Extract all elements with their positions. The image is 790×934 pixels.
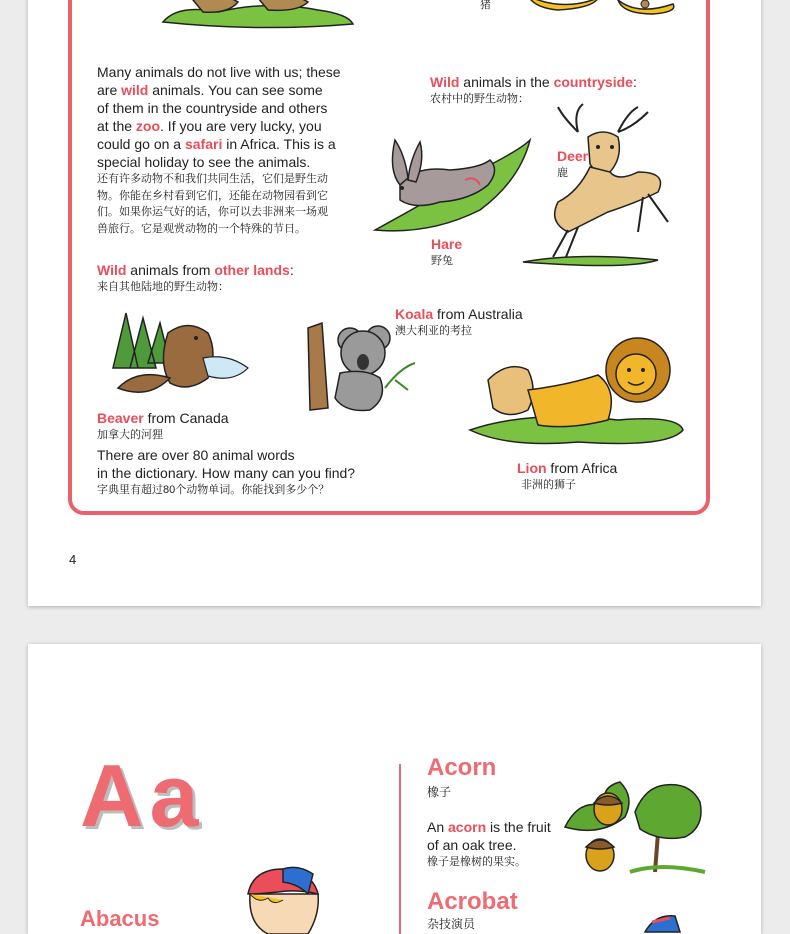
acorn-definition [427, 818, 577, 871]
keyword-safari: safari [184, 136, 223, 152]
beaver-word: Beaver [97, 410, 144, 426]
acrobat-zh [427, 916, 475, 933]
pig-label [480, 0, 491, 14]
acorn-zh [427, 784, 451, 801]
acorn-def-line-1 [427, 818, 577, 836]
intro-line-6: special holiday to see the animals. [97, 154, 311, 170]
intro-zh-2: 物。你能在乡村看到它们，还能在动物园看到它 [97, 189, 328, 202]
def-text: An [427, 819, 449, 835]
child-illustration [238, 864, 328, 934]
other-lands-heading [97, 261, 294, 296]
count-line-2: in the dictionary. How many can you find? [97, 465, 356, 481]
heading-colon: : [289, 262, 294, 278]
intro-line-3: of them in the countryside and others [97, 100, 328, 116]
keyword-zoo: zoo [135, 118, 161, 134]
word-acrobat: Acrobat [427, 888, 518, 915]
intro-line-5 [97, 135, 387, 153]
acorn-def-zh: 橡子是橡树的果实。 [427, 856, 526, 868]
deer-word: Deer [557, 148, 589, 164]
koala-origin: from Australia [433, 306, 523, 322]
count-line-1: There are over 80 animal words [97, 447, 295, 463]
page-number: 4 [69, 552, 77, 567]
intro-line-2 [97, 81, 387, 99]
lion-illustration [468, 330, 688, 450]
heading-colon: : [632, 74, 637, 90]
acorn-def-line-2: of an oak tree. [427, 837, 517, 853]
other-lands-heading-zh: 来自其他陆地的野生动物： [97, 281, 229, 293]
dictionary-page-4 [28, 0, 761, 606]
intro-text: are [97, 82, 122, 98]
intro-text: . If you are very lucky, you [160, 118, 322, 134]
intro-zh-4: 兽旅行。它是观赏动物的一个特殊的节日。 [97, 222, 306, 235]
koala-zh: 澳大利亚的考拉 [395, 325, 472, 337]
keyword-other-lands: other lands [214, 262, 290, 278]
beaver-label [97, 409, 229, 444]
intro-text: could go on a [97, 136, 185, 152]
deer-zh: 鹿 [557, 167, 568, 179]
count-paragraph [97, 446, 427, 499]
dictionary-page-a [28, 644, 761, 934]
hare-zh: 野兔 [431, 255, 453, 267]
beaver-zh: 加拿大的河狸 [97, 429, 163, 441]
keyword-acorn: acorn [448, 819, 487, 835]
keyword-wild: wild [121, 82, 149, 98]
lion-origin: from Africa [546, 460, 618, 476]
keyword-wild: Wild [97, 262, 127, 278]
acrobat-zh-text: 杂技演员 [427, 917, 476, 931]
intro-paragraph [97, 63, 387, 237]
intro-zh-3: 们。如果你运气好的话，你可以去非洲来一场观 [97, 206, 328, 218]
count-zh: 字典里有超过80个动物单词。你能找到多少个？ [97, 484, 330, 496]
intro-zh-1: 还有许多动物不和我们共同生活，它们是野生动 [97, 173, 328, 185]
lion-word: Lion [517, 460, 547, 476]
beaver-illustration [108, 308, 253, 408]
farm-animals-illustration [158, 0, 358, 30]
intro-line-4 [97, 117, 387, 135]
intro-text: in Africa. This is a [222, 136, 336, 152]
acorn-zh-text: 橡子 [427, 785, 452, 799]
word-abacus: Abacus [80, 906, 160, 931]
acorn-illustration [560, 767, 710, 877]
keyword-countryside: countryside [553, 74, 633, 90]
letter-heading: Aa [80, 746, 205, 845]
lion-label [517, 459, 617, 494]
hare-word: Hare [431, 236, 463, 252]
intro-line-1: Many animals do not live with us; these [97, 64, 341, 80]
countryside-heading-zh: 农村中的野生动物： [430, 93, 529, 105]
beaver-origin: from Canada [143, 410, 229, 426]
heading-text: animals from [126, 262, 215, 278]
hare-illustration [370, 130, 535, 240]
def-text: is the fruit [486, 819, 551, 835]
pig-label-zh: 猪 [480, 0, 491, 11]
pig-illustration [523, 0, 693, 22]
heading-text: animals in the [459, 74, 554, 90]
intro-text: animals. You can see some [148, 82, 323, 98]
keyword-wild: Wild [430, 74, 460, 90]
koala-word: Koala [395, 306, 434, 322]
acrobat-illustration [640, 912, 690, 934]
column-divider [399, 764, 401, 934]
hare-label [431, 235, 462, 270]
lion-zh: 非洲的狮子 [521, 479, 576, 491]
word-acorn: Acorn [427, 754, 497, 781]
intro-text: at the [97, 118, 136, 134]
deer-illustration [518, 102, 688, 272]
